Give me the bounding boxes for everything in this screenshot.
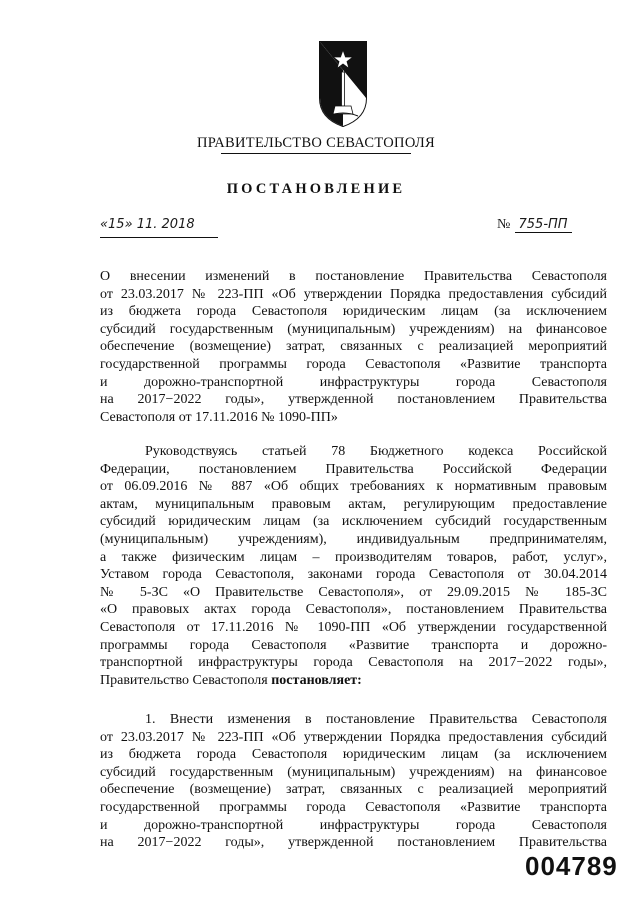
item-1-line: от 23.03.2017 № 223-ПП «Об утверждении Порядка предоставления субсидий bbox=[100, 729, 607, 745]
preamble-line: Уставом города Севастополя, законами города Севастополя от 30.04.2014 bbox=[100, 567, 607, 583]
document-type-heading: ПОСТАНОВЛЕНИЕ bbox=[226, 181, 406, 197]
document-number bbox=[497, 217, 607, 237]
resolution-word: постановляет: bbox=[271, 672, 362, 688]
number-sign: № bbox=[497, 217, 511, 232]
title-line: государственной программы города Севастополя «Развитие транспорта bbox=[100, 356, 607, 372]
preamble-line: актам, муниципальным правовым актам, регулирующим предоставление bbox=[100, 496, 607, 512]
document-date: «15» 11. 2018 bbox=[100, 217, 218, 238]
preamble-line: Севастополя от 17.11.2016 № 1090-ПП «Об утверждении государственной bbox=[100, 619, 607, 635]
form-serial-number: 004789 bbox=[525, 851, 618, 881]
number-value: 755-ПП bbox=[515, 217, 572, 233]
preamble-line: от 06.09.2016 № 887 «Об общих требованиях к нормативным правовым bbox=[100, 479, 607, 495]
item-1-line: из бюджета города Севастополя юридическим лицам (за исключением bbox=[100, 747, 607, 763]
title-line: обеспечение (возмещение) затрат, связанных с реализацией мероприятий bbox=[100, 339, 607, 355]
preamble-paragraph bbox=[100, 443, 607, 689]
preamble-line: программы города Севастополя «Развитие транспорта и дорожно- bbox=[100, 637, 607, 653]
title-line: от 23.03.2017 № 223-ПП «Об утверждении Порядка предоставления субсидий bbox=[100, 286, 607, 302]
preamble-line: субсидий юридическим лицам (за исключением субсидий государственным bbox=[100, 514, 607, 530]
preamble-resolution-prefix: Правительство Севастополя bbox=[100, 672, 272, 688]
title-line: Севастополя от 17.11.2016 № 1090-ПП» bbox=[100, 409, 338, 425]
title-line: субсидий государственным (муниципальным) учреждениям) на финансовое bbox=[100, 321, 607, 337]
item-1-line: на 2017−2022 годы», утвержденной постановлением Правительства bbox=[100, 835, 607, 851]
item-1-paragraph bbox=[100, 711, 607, 852]
government-title-underline bbox=[221, 153, 411, 154]
preamble-line: «О правовых актах города Севастополя», постановлением Правительства bbox=[100, 602, 607, 618]
preamble-line: транспортной инфраструктуры города Севастополя на 2017−2022 годы», bbox=[100, 655, 607, 671]
sevastopol-coat-of-arms-emblem bbox=[318, 40, 368, 128]
title-line: О внесении изменений в постановление Правительства Севастополя bbox=[100, 269, 607, 284]
item-1-line: и дорожно-транспортной инфраструктуры города Севастополя bbox=[100, 817, 607, 833]
preamble-line: а также физическим лицам – производителям товаров, работ, услуг», bbox=[100, 549, 607, 565]
preamble-line: № 5-ЗС «О Правительстве Севастополя», от 29.09.2015 № 185-ЗС bbox=[100, 584, 607, 600]
item-1-line: субсидий государственным (муниципальным) учреждениям) на финансовое bbox=[100, 764, 607, 780]
preamble-line: (муниципальным) учреждениям), индивидуальным предпринимателям, bbox=[100, 531, 607, 547]
title-line: из бюджета города Севастополя юридическим лицам (за исключением bbox=[100, 304, 607, 320]
item-1-line: обеспечение (возмещение) затрат, связанных с реализацией мероприятий bbox=[100, 782, 607, 798]
preamble-line: Руководствуясь статьей 78 Бюджетного кодекса Российской bbox=[145, 444, 607, 459]
item-1-line: 1. Внести изменения в постановление Правительства Севастополя bbox=[145, 712, 607, 727]
title-line: на 2017−2022 годы», утвержденной постановлением Правительства bbox=[100, 392, 607, 408]
government-title: ПРАВИТЕЛЬСТВО СЕВАСТОПОЛЯ bbox=[197, 135, 435, 151]
item-1-line: государственной программы города Севастополя «Развитие транспорта bbox=[100, 799, 607, 815]
title-line: и дорожно-транспортной инфраструктуры города Севастополя bbox=[100, 374, 607, 390]
preamble-line: Федерации, постановлением Правительства Российской Федерации bbox=[100, 461, 607, 477]
preamble-resolution-line bbox=[100, 672, 607, 690]
document-title-block bbox=[100, 268, 607, 426]
